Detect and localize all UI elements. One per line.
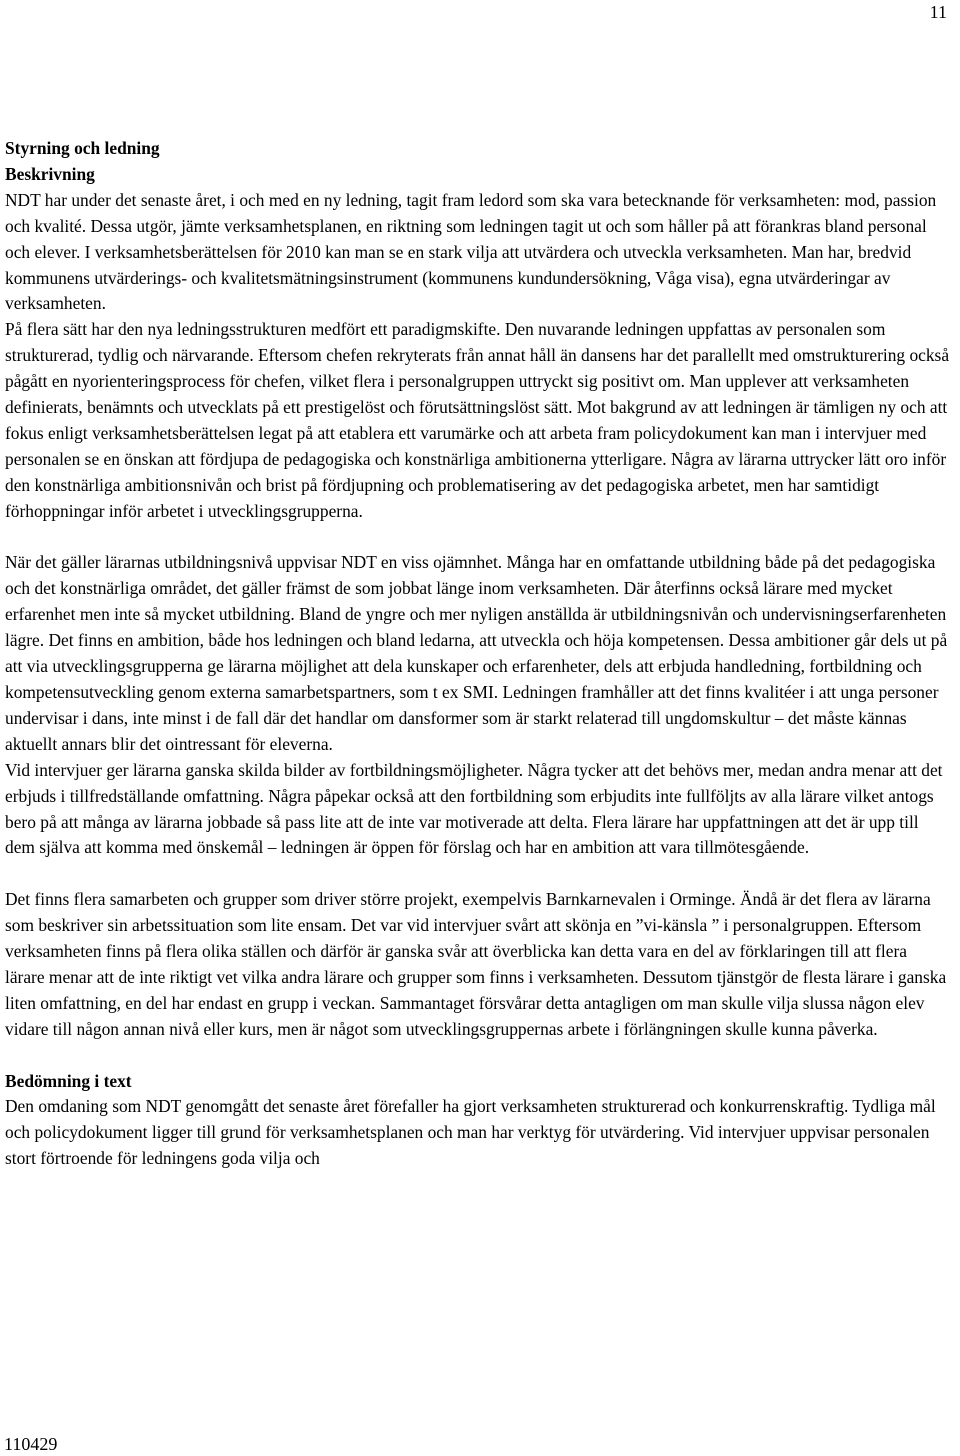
section-title: Styrning och ledning xyxy=(5,138,160,158)
paragraph-samarbeten: Det finns flera samarbeten och grupper som driver större projekt, exempelvis Barnkarnevalen i Orminge. Ändå är det flera av lärarna som beskriver sin arbetssituation som lite ensam. Det var vid intervjuer svårt att skönja en ”vi-känsla ” i personalgruppen. Eftersom verksamheten finns på flera olika ställen och därför är ganska svår att överblicka kan detta vara en del av förklaringen till att flera lärare menar att de inte riktigt vet vilka andra lärare och grupper som finns i verksamheten. Dessutom tjänstgör de flesta lärare i ganska liten omfattning, en del har endast en grupp i veckan. Sammantaget försvårar detta antagligen om man skulle vilja slussa någon elev vidare till någon annan nivå eller kurs, men är något som utvecklingsgruppernas arbete i förlängningen skulle kunna påverka. xyxy=(5,889,947,1039)
paragraph-bedomning: Den omdaning som NDT genomgått det senaste året förefaller ha gjort verksamheten strukturerad och konkurrenskraftig. Tydliga mål och policydokument ligger till grund för verksamhetsplanen och man har verktyg för utvärdering. Vid intervjuer uppvisar personalen stort förtroende för ledningens goda vilja och xyxy=(5,1096,936,1169)
paragraph-ledord: NDT har under det senaste året, i och med en ny ledning, tagit fram ledord som ska vara betecknande för verksamheten: mod, passion och kvalité. Dessa utgör, jämte verksamhetsplanen, en riktning som ledningen tagit ut och som håller på att förankras bland personal och elever. I verksamhetsberättelsen för 2010 kan man se en stark vilja att utvärdera och utveckla verksamheten. Man har, bredvid kommunens utvärderings- och kvalitetsmätningsinstrument (kommunens kundundersökning, Våga visa), egna utvärderingar av verksamheten. xyxy=(5,189,937,314)
document-body xyxy=(5,136,950,1172)
paragraph-paradigmskifte: På flera sätt har den nya ledningsstrukturen medfört ett paradigmskifte. Den nuvarande ledningen uppfattas av personalen som strukturerad, tydlig och närvarande. Eftersom chefen rekryterats från annat håll än dansens har det parallellt med omstrukturering också pågått en nyorienteringsprocess för chefen, vilket flera i personalgruppen uttryckt sig positivt om. Man upplever att verksamheten definierats, benämnts och utvecklats på ett prestigelöst och förutsättningslöst sätt. Mot bakgrund av att ledningen är tämligen ny och att fokus enligt verksamhetsberättelsen legat på att etablera ett varumärke och att arbeta fram policydokument kan man i intervjuer med personalen se en önskan att fördjupa de pedagogiska och konstnärliga ambitionerna ytterligare. Några av lärarna uttrycker lätt oro inför den konstnärliga ambitionsnivån och brist på fördjupning och problematisering av det pedagogiska arbetet, men har samtidigt förhoppningar inför arbetet i utvecklingsgrupperna. xyxy=(5,319,950,521)
beskrivning-heading: Beskrivning xyxy=(5,163,95,184)
footer-date-code: 110429 xyxy=(4,1434,58,1454)
page-number: 11 xyxy=(929,2,947,22)
paragraph-fortbildning: Vid intervjuer ger lärarna ganska skilda bilder av fortbildningsmöjligheter. Några tycker att det behövs mer, medan andra menar att det erbjuds i tillfredställande omfattning. Några påpekar också att den fortbildning som erbjudits inte fullföljts av alla lärare vilket antogs bero på att många av lärarna jobbade så pass lite att de inte var motiverade att delta. Flera lärare har uppfattningen att det är upp till dem själva att komma med önskemål – ledningen är öppen för förslag och har en ambition att vara tillmötesgående. xyxy=(5,759,943,858)
paragraph-utbildningsniva: När det gäller lärarnas utbildningsnivå uppvisar NDT en viss ojämnhet. Många har en omfattande utbildning både på det pedagogiska och det konstnärliga området, det gäller främst de som jobbat länge inom verksamheten. Där återfinns också lärare med mycket erfarenhet men inte så mycket utbildning. Bland de yngre och mer nyligen anställda är utbildningsnivån och undervisningserfarenheten lägre. Det finns en ambition, både hos ledningen och bland ledarna, att utveckla och höja kompetensen. Dessa ambitioner går dels ut på att via utvecklingsgrupperna ge lärarna möjlighet att dela kunskaper och erfarenheter, dels att erbjuda handledning, fortbildning och kompetensutveckling genom externa samarbetspartners, som t ex SMI. Ledningen framhåller att det finns kvalitéer i att unga personer undervisar i dans, inte minst i de fall där det handlar om dansformer som är starkt relaterad till ungdomskultur – det måste kännas aktuellt annars blir det ointressant för eleverna. xyxy=(5,552,948,754)
bedomning-heading: Bedömning i text xyxy=(5,1070,132,1091)
